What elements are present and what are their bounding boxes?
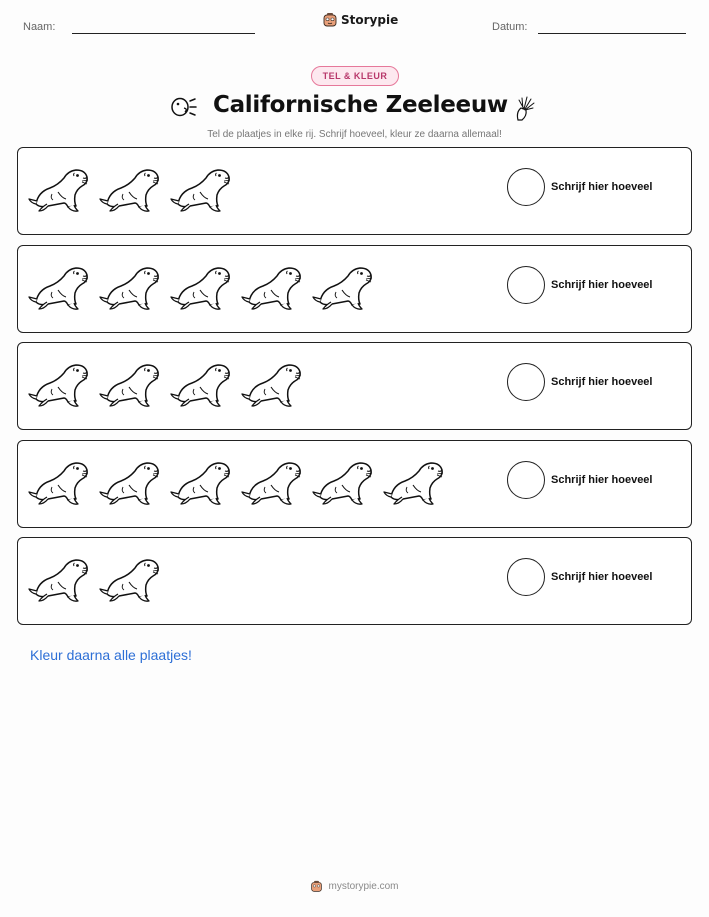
sea-lion-picture — [99, 158, 163, 214]
answer-label: Schrijf hier hoeveel — [551, 376, 653, 388]
name-line[interactable] — [72, 33, 255, 34]
category-badge: TEL & KLEUR — [311, 66, 399, 86]
sea-lion-picture — [28, 353, 92, 409]
date-line[interactable] — [538, 33, 686, 34]
answer-circle[interactable] — [507, 266, 545, 304]
answer-label: Schrijf hier hoeveel — [551, 571, 653, 583]
sea-lion-picture — [99, 451, 163, 507]
sea-lion-picture — [170, 353, 234, 409]
name-label: Naam: — [23, 21, 56, 33]
sea-lion-picture — [312, 451, 376, 507]
instructions: Tel de plaatjes in elke rij. Schrijf hoeveel, kleur ze daarna allemaal! — [207, 129, 502, 140]
sea-anemone-icon — [512, 92, 538, 122]
title-row — [0, 92, 709, 122]
sea-lion-head-icon — [170, 95, 198, 119]
sea-lion-picture — [170, 451, 234, 507]
counting-row — [17, 537, 692, 625]
sea-lion-picture — [99, 548, 163, 604]
storypie-mascot-icon — [310, 880, 323, 893]
sea-lion-picture — [28, 451, 92, 507]
answer-circle[interactable] — [507, 461, 545, 499]
counting-row — [17, 440, 692, 528]
answer-circle[interactable] — [507, 558, 545, 596]
coloring-note: Kleur daarna alle plaatjes! — [30, 647, 192, 663]
sea-lion-picture — [28, 256, 92, 312]
sea-lion-picture — [28, 548, 92, 604]
brand-logo — [322, 12, 398, 28]
worksheet-header — [0, 0, 709, 50]
sea-lion-picture — [241, 256, 305, 312]
sea-lion-picture — [241, 451, 305, 507]
counting-row — [17, 342, 692, 430]
sea-lion-picture — [170, 158, 234, 214]
date-label: Datum: — [492, 21, 528, 33]
answer-label: Schrijf hier hoeveel — [551, 474, 653, 486]
brand-name: Storypie — [341, 13, 399, 27]
answer-circle[interactable] — [507, 363, 545, 401]
sea-lion-picture — [28, 158, 92, 214]
sea-lion-picture — [170, 256, 234, 312]
answer-label: Schrijf hier hoeveel — [551, 279, 653, 291]
storypie-mascot-icon — [322, 12, 338, 28]
sea-lion-picture — [99, 256, 163, 312]
sea-lion-picture — [241, 353, 305, 409]
counting-row — [17, 147, 692, 235]
page-title: Californische Zeeleeuw — [213, 92, 508, 118]
answer-circle[interactable] — [507, 168, 545, 206]
sea-lion-picture — [383, 451, 447, 507]
sea-lion-picture — [312, 256, 376, 312]
sea-lion-picture — [99, 353, 163, 409]
counting-row — [17, 245, 692, 333]
answer-label: Schrijf hier hoeveel — [551, 181, 653, 193]
footer — [0, 880, 709, 893]
footer-site: mystorypie.com — [328, 881, 399, 892]
